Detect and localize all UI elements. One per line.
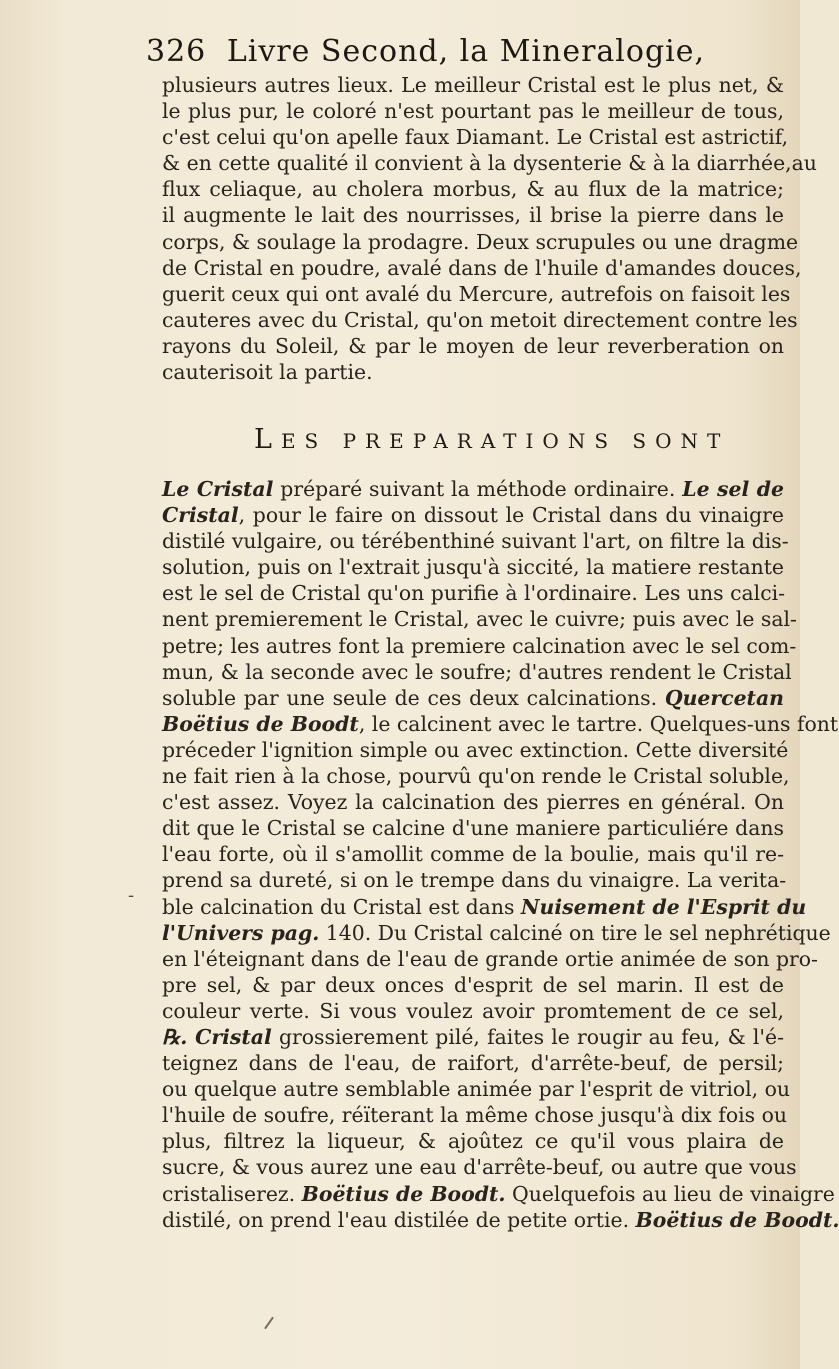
line-text: couleur verte. Si vous voulez avoir promtement de ce sel, — [162, 998, 784, 1023]
italic-term: ℞. Cristal — [162, 1024, 272, 1049]
line-text: solution, puis on l'extrait jusqu'à siccité, la matiere restante — [162, 555, 784, 580]
line-text: 140. Du Cristal calciné on tire le sel nephrétique — [319, 920, 831, 945]
line-text: ou quelque autre semblable animée par l'esprit de vitriol, ou — [162, 1077, 791, 1102]
text-line — [162, 502, 784, 528]
text-line: plusieurs autres lieux. Le meilleur Cristal est le plus net, & — [162, 73, 784, 97]
line-text: préceder l'ignition simple ou avec extinction. Cette diversité — [162, 737, 789, 762]
text-line: flux celiaque, au cholera morbus, & au flux de la matrice; — [162, 177, 784, 202]
line-text: c'est assez. Voyez la calcination des pierres en général. On — [162, 790, 784, 815]
text-line — [162, 920, 831, 946]
italic-term: Boëtius de Boodt. — [301, 1181, 506, 1206]
text-line — [162, 737, 789, 763]
text-line: c'est celui qu'on apelle faux Diamant. Le Cristal est astrictif, — [162, 125, 789, 150]
text-line — [162, 1102, 787, 1128]
paragraph-preparations — [162, 476, 839, 1233]
line-text: petre; les autres font la premiere calcination avec le sel com- — [162, 633, 797, 658]
running-title: Livre Second, la Mineralogie, — [226, 34, 706, 69]
paragraph-crystal-virtues — [162, 72, 817, 385]
text-line: cauterisoit la partie. — [162, 360, 373, 385]
text-line — [162, 1181, 835, 1207]
text-line: guerit ceux qui ont avalé du Mercure, autrefois on faisoit les — [162, 281, 791, 306]
text-line — [162, 998, 784, 1024]
text-line — [162, 685, 784, 711]
page-number: 326 — [146, 34, 207, 69]
text-line — [162, 1024, 784, 1050]
italic-term: l'Univers pag. — [162, 920, 320, 945]
line-text: sucre, & vous aurez une eau d'arrête-beuf, ou autre que vous — [162, 1155, 797, 1180]
italic-term: Cristal — [162, 503, 239, 528]
text-line — [162, 1128, 784, 1154]
line-text: plus, filtrez la liqueur, & ajoûtez ce qu'il vous plaira de — [162, 1129, 784, 1154]
running-head — [146, 34, 766, 69]
text-line — [162, 1050, 784, 1076]
line-text: soluble par une seule de ces deux calcinations. — [162, 685, 665, 710]
text-line: & en cette qualité il convient à la dysenterie & à la diarrhée,au — [162, 151, 817, 176]
heading-rest: ES PREPARATIONS SONT — [280, 429, 730, 453]
line-text: , pour le faire on dissout le Cristal dans du vinaigre — [238, 503, 784, 528]
margin-mark: - — [128, 885, 135, 906]
heading-initial: L — [254, 424, 281, 455]
line-text: est le sel de Cristal qu'on purifie à l'ordinaire. Les uns calci- — [162, 581, 786, 606]
italic-term: Le sel de — [682, 477, 784, 501]
text-line: il augmente le lait des nourrisses, il brise la pierre dans le — [162, 203, 784, 228]
text-line: rayons du Soleil, & par le moyen de leur reverberation on — [162, 333, 784, 358]
line-text: distilé, on prend l'eau distilée de petite ortie. — [162, 1207, 636, 1232]
text-line — [162, 633, 797, 659]
text-line — [162, 789, 784, 815]
line-text: pre sel, & par deux onces d'esprit de sel marin. Il est de — [162, 972, 784, 997]
stray-ink-mark — [264, 1317, 274, 1330]
text-line — [162, 1207, 839, 1233]
text-line — [162, 946, 818, 972]
line-text: cristaliserez. — [162, 1181, 302, 1206]
text-line — [162, 580, 784, 606]
text-line — [162, 528, 789, 554]
line-text: nent premierement le Cristal, avec le cuivre; puis avec le sal- — [162, 607, 797, 632]
text-line: cauteres avec du Cristal, qu'on metoit directement contre les — [162, 307, 798, 332]
line-text: Quelquefois au lieu de vinaigre — [512, 1181, 835, 1206]
line-text: mun, & la seconde avec le soufre; d'autres rendent le Cristal — [162, 659, 792, 684]
text-line — [162, 972, 784, 998]
text-line — [162, 815, 784, 841]
line-text: , le calcinent avec le tartre. Quelques-uns font — [358, 711, 839, 736]
text-line — [162, 763, 790, 789]
italic-term: Quercetan — [664, 685, 784, 710]
line-text: grossierement pilé, faites le rougir au feu, & l'é- — [271, 1024, 784, 1049]
line-text: préparé suivant la méthode ordinaire. — [273, 477, 683, 501]
section-heading — [254, 424, 730, 455]
text-line — [162, 1076, 791, 1102]
line-text: ne fait rien à la chose, pourvû qu'on rende le Cristal soluble, — [162, 764, 790, 789]
italic-term: Boëtius de Boodt — [162, 711, 359, 736]
text-line: de Cristal en poudre, avalé dans de l'huile d'amandes douces, — [162, 255, 802, 280]
text-line — [162, 606, 797, 632]
line-text: ble calcination du Cristal est dans — [162, 894, 521, 919]
italic-term: Nuisement de l'Esprit du — [520, 894, 807, 919]
line-text: l'eau forte, où il s'amollit comme de la boulie, mais qu'il re- — [162, 842, 784, 867]
text-line — [162, 711, 839, 737]
line-text: en l'éteignant dans de l'eau de grande ortie animée de son pro- — [162, 946, 818, 971]
italic-term: Boëtius de Boodt. — [635, 1207, 839, 1232]
text-line: le plus pur, le coloré n'est pourtant pas le meilleur de tous, — [162, 99, 784, 124]
text-line — [162, 1154, 797, 1180]
line-text: teignez dans de l'eau, de raifort, d'arrête-beuf, de persil; — [162, 1051, 784, 1076]
text-line: corps, & soulage la prodagre. Deux scrupules ou une dragme — [162, 229, 799, 254]
text-line — [162, 841, 784, 867]
text-line — [162, 867, 787, 893]
text-line — [162, 554, 784, 580]
text-line — [162, 476, 784, 502]
text-line — [162, 894, 807, 920]
italic-term: Le Cristal — [162, 477, 274, 501]
line-text: distilé vulgaire, ou térébenthiné suivant l'art, on filtre la dis- — [162, 529, 789, 554]
text-line — [162, 659, 792, 685]
line-text: prend sa dureté, si on le trempe dans du vinaigre. La verita- — [162, 868, 787, 893]
line-text: dit que le Cristal se calcine d'une maniere particuliére dans — [162, 816, 784, 841]
line-text: l'huile de soufre, réïterant la même chose jusqu'à dix fois ou — [162, 1103, 787, 1128]
